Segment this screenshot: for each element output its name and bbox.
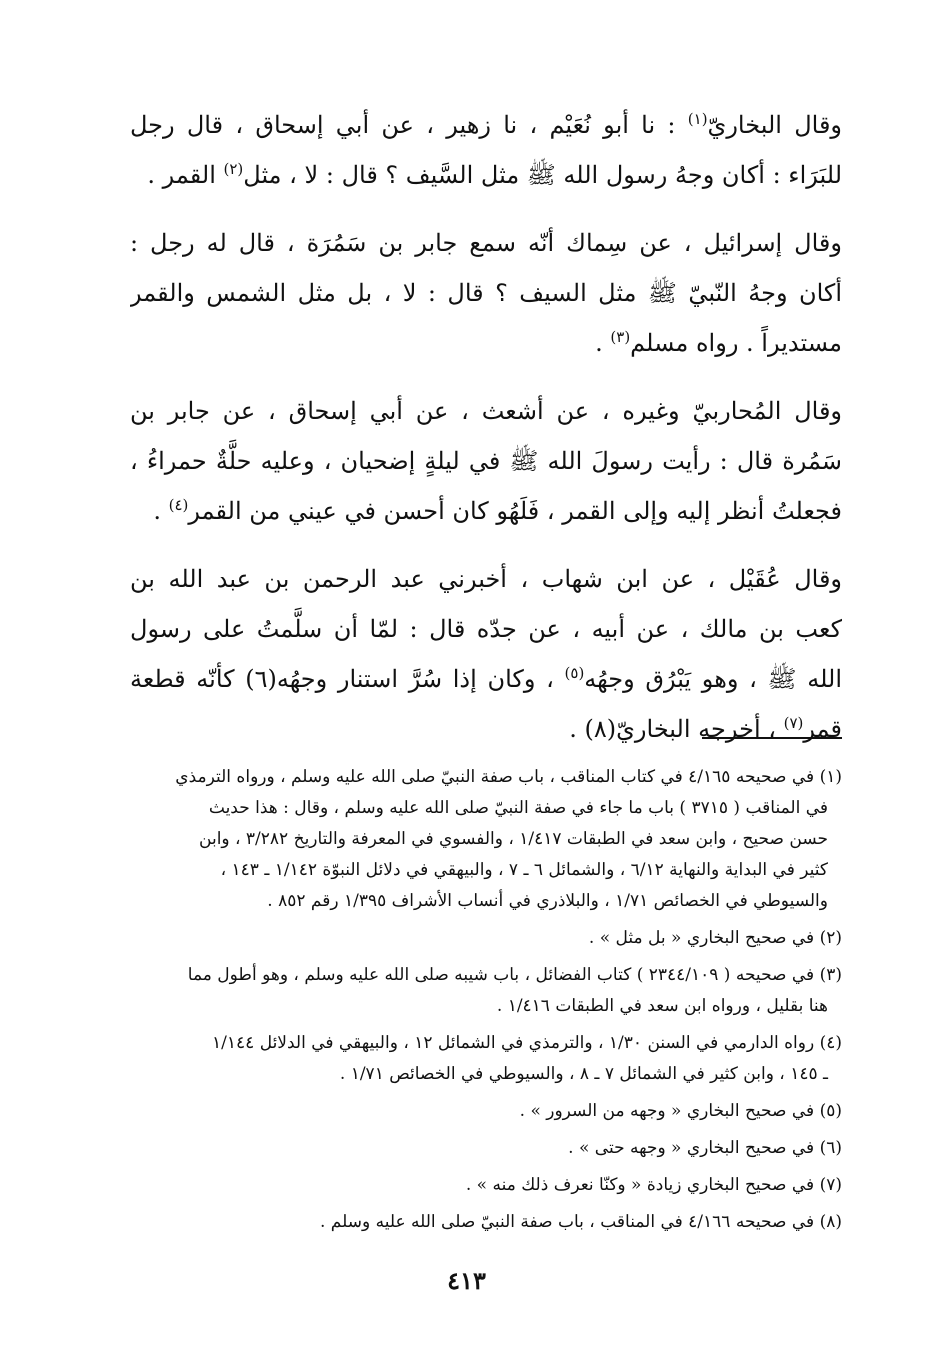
text-line [130,554,842,604]
line-text-rest: القمر . [147,161,224,189]
line-text: قمر [803,715,842,743]
text-line [130,100,842,150]
page-number: ٤١٣ [447,1266,486,1295]
text-line [130,218,842,268]
footnote-line: (٥) في صحيح البخاري « وجهه من السرور » . [519,1101,842,1121]
text-line [130,704,842,754]
line-text: سَمُرة قال : رأيت رسولَ الله ﷺ في ليلةٍ إضحيان ، وعليه حلَّةٌ حمراءُ ، [130,447,842,475]
line-text: الله ﷺ ، وهو يَبْرُق وجهُه [584,665,842,693]
footnote [130,762,842,917]
footnote-line: كثير في البداية والنهاية ٦/١٢ ، والشمائل ٦ ـ ٧ ، والبيهقي في دلائل النبوّة ١/١٤٢ ـ ١٤٣ ، [220,860,828,880]
paragraph [130,554,842,754]
footnote-line: والسيوطي في الخصائص ١/٧١ ، والبلاذري في أنساب الأشراف ١/٣٩٥ رقم ٨٥٢ . [267,891,828,911]
paragraph [130,386,842,536]
footnote-marker: (٢) [223,160,244,178]
paragraph [130,218,842,368]
line-text: مستديراً . رواه مسلم [630,329,842,357]
text-line [130,268,842,318]
footnote-line: (٤) رواه الدارمي في السنن ١/٣٠ ، والترمذي في الشمائل ١٢ ، والبيهقي في الدلائل ١/١٤٤ [212,1033,842,1053]
footnote-marker: (٤) [168,496,189,514]
footnote-marker: (١) [687,110,708,128]
main-text [130,100,842,772]
footnote-line: هنا بقليل ، ورواه ابن سعد في الطبقات ١/٤١٦ . [496,996,828,1016]
footnote-line: حسن صحيح ، وابن سعد في الطبقات ١/٤١٧ ، والفسوي في المعرفة والتاريخ ٣/٢٨٢ ، وابن [199,829,828,849]
line-text-rest: ، أخرجه البخاريّ(٨) . [569,715,784,743]
line-text: وقال عُقَيْل ، عن ابن شهاب ، أخبرني عبد الرحمن بن عبد الله بن [130,565,842,593]
footnote-line: (٧) في صحيح البخاري زيادة « وكنّا نعرف ذلك منه » . [465,1175,842,1195]
footnote-marker: (٧) [783,714,804,732]
line-text: وقال البخاريّ [707,111,842,139]
line-text-rest: : نا أبو نُعَيْم ، نا زهير ، عن أبي إسحاق ، قال رجل [130,111,688,139]
line-text: وقال إسرائيل ، عن سِماك أنّه سمع جابر بن سَمُرَة ، قال له رجل : [130,229,842,257]
footnote [130,1207,842,1238]
text-line [130,486,842,536]
footnote [130,1170,842,1201]
text-line [130,386,842,436]
footnote-line: (٨) في صحيحه ٤/١٦٦ في المناقب ، باب صفة النبيّ صلى الله عليه وسلم . [319,1212,842,1232]
footnote-line: (٢) في صحيح البخاري « بل مثل » . [588,928,842,948]
footnote [130,1096,842,1127]
footnote-line: (٦) في صحيح البخاري « وجهه حتى » . [568,1138,842,1158]
paragraph [130,100,842,200]
text-line [130,318,842,368]
footnote [130,1028,842,1090]
text-line [130,604,842,654]
footnote-divider [702,737,842,739]
line-text: كعب بن مالك ، عن أبيه ، عن جدّه قال : لمّا أن سلَّمتُ على رسول [130,615,842,643]
text-line [130,436,842,486]
text-line [130,654,842,704]
line-text: للبَرَاء : أكان وجهُ رسول الله ﷺ مثل السَّيف ؟ قال : لا ، مثل [243,161,842,189]
footnote-line: (٣) في صحيحه ( ٢٣٤٤/١٠٩ ) كتاب الفضائل ، باب شيبه صلى الله عليه وسلم ، وهو أطول مما [187,965,842,985]
line-text-rest: ، وكان إذا سُرَّ استنار وجهُه(٦) كأنّه قطعة [130,665,565,693]
text-line [130,150,842,200]
line-text: أكان وجهُ النّبيّ ﷺ مثل السيف ؟ قال : لا ، بل مثل الشمس والقمر [130,279,842,307]
footnote [130,960,842,1022]
footnote-marker: (٣) [610,328,631,346]
line-text-rest: . [153,497,169,525]
footnote [130,1133,842,1164]
footnote-line: (١) في صحيحه ٤/١٦٥ في كتاب المناقب ، باب صفة النبيّ صلى الله عليه وسلم ، ورواه الترمذي [175,767,842,787]
footnotes [130,762,842,1244]
footnote-line: ـ ١٤٥ ، وابن كثير في الشمائل ٧ ـ ٨ ، والسيوطي في الخصائص ١/٧١ . [339,1064,828,1084]
line-text: فجعلتُ أنظر إليه وإلى القمر ، فَلَهُو كان أحسن في عيني من القمر [188,497,842,525]
footnote [130,923,842,954]
line-text: وقال المُحاربيّ وغيره ، عن أشعث ، عن أبي إسحاق ، عن جابر بن [130,397,842,425]
footnote-marker: (٥) [564,664,585,682]
footnote-line: في المناقب ( ٣٧١٥ ) باب ما جاء في صفة النبيّ صلى الله عليه وسلم ، وقال : هذا حديث [208,798,828,818]
line-text-rest: . [595,329,611,357]
